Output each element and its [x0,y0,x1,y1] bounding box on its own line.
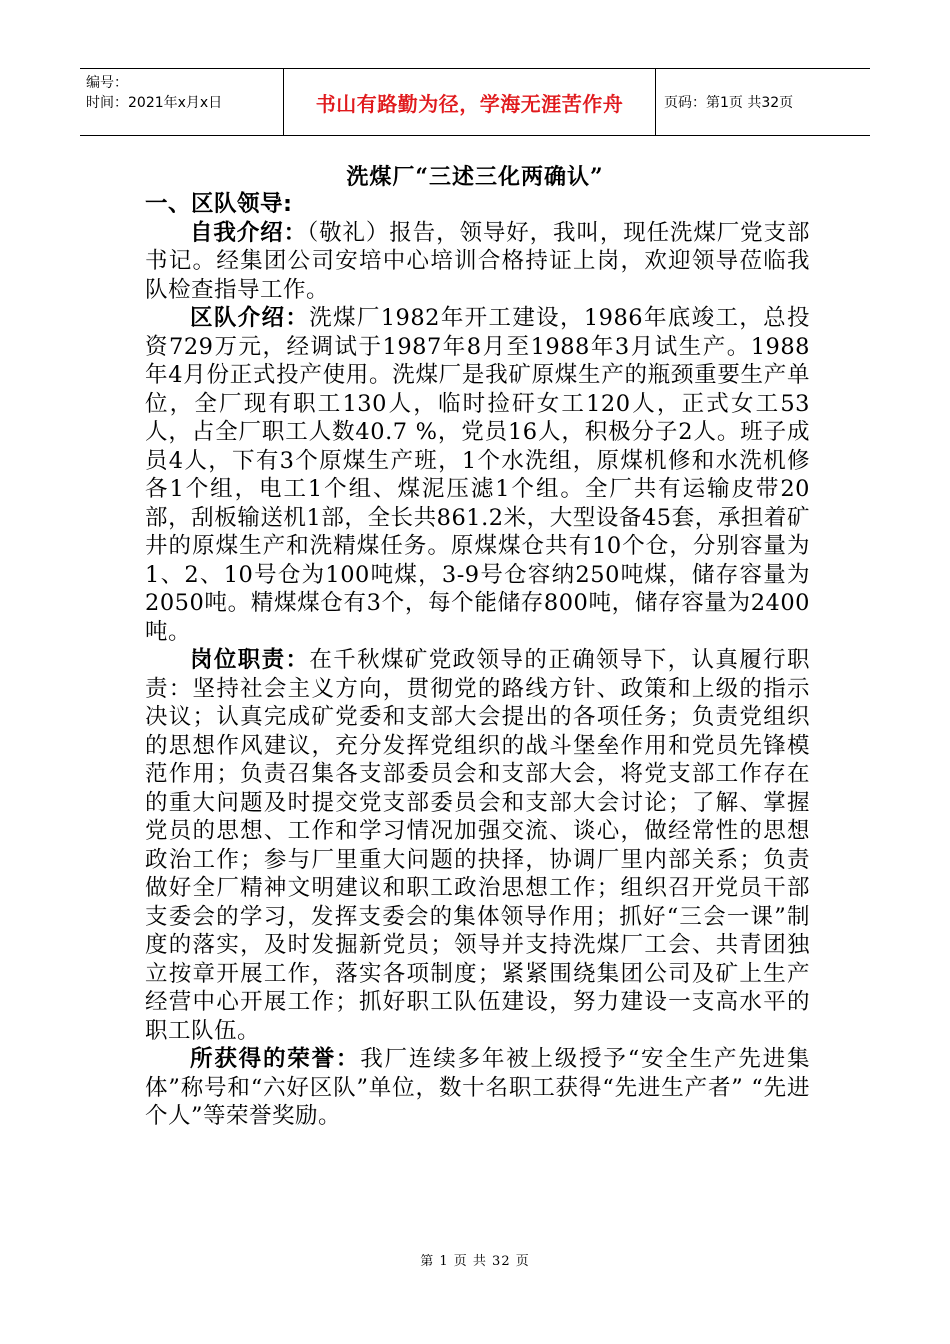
paragraph-text: 在千秋煤矿党政领导的正确领导下，认真履行职责：坚持社会主义方向，贯彻党的路线方针、政策和上级的指示决议；认真完成矿党委和支部大会提出的各项任务；负责党组织的思想作风建议，充分发挥党组织的战斗堡垒作用和党员先锋模范作用；负责召集各支部委员会和支部大会，将党支部工作存在的重大问题及时提交党支部委员会和支部大会讨论；了解、掌握党员的思想、工作和学习情况加强交流、谈心，做经常性的思想政治工作；参与厂里重大问题的抉择，协调厂里内部关系；负责做好全厂精神文明建议和职工政治思想工作；组织召开党员干部支委会的学习，发挥支委会的集体领导作用；抓好“三会一课”制度的落实，及时发掘新党员；领导并支持洗煤厂工会、共青团独立按章开展工作，落实各项制度；紧紧围绕集团公司及矿上生产经营中心开展工作；抓好职工队伍建设，努力建设一支高水平的职工队伍。 [145,647,810,1044]
page-header [80,68,870,136]
document-date-label: 时间：2021年x月x日 [86,95,223,111]
document-body [145,190,810,1131]
paragraph-lead: 岗位职责： [190,647,310,673]
paragraph-lead: 所获得的荣誉： [190,1046,361,1072]
paragraph-text: （敬礼）报告，领导好，我叫，现任洗煤厂党支部书记。经集团公司安培中心培训合格持证上岗，欢迎领导莅临我队检查指导工作。 [145,219,810,303]
document-title: 洗煤厂“三述三化两确认” [346,164,604,190]
page-footer: 第 1 页 共 32 页 [420,1254,530,1269]
header-page-number: 页码：第1页 共32页 [664,95,794,111]
paragraph-team-introduction [145,304,810,646]
paragraph-honors [145,1045,810,1131]
header-meta [80,69,284,135]
header-motto: 书山有路勤为径，学海无涯苦作舟 [284,69,656,135]
section-heading: 一、区队领导: [145,191,293,217]
paragraph-text: 我厂连续多年被上级授予“安全生产先进集体”称号和“六好区队”单位，数十名职工获得“先进生产者” “先进个人”等荣誉奖励。 [145,1046,810,1129]
paragraph-self-introduction [145,219,810,305]
document-number-label: 编号： [86,75,128,91]
paragraph-job-duties [145,646,810,1045]
paragraph-text: 洗煤厂1982年开工建设，1986年底竣工，总投资729万元，经调试于1987年8月至1988年3月试生产。1988年4月份正式投产使用。洗煤厂是我矿原煤生产的瓶颈重要生产单位，全厂现有职工130人，临时捡矸女工120人，正式女工53人，占全厂职工人数40.7 %，党员16人，积极分子2人。班子成员4人，下有3个原煤生产班，1个水洗组，原煤机修和水洗机修各1个组，电工1个组、煤泥压滤1个组。全厂共有运输皮带20部，刮板输送机1部，全长共861.2米，大型设备45套，承担着矿井的原煤生产和洗精煤任务。原煤煤仓共有10个仓，分别容量为1、2、10号仓为100吨煤，3-9号仓容纳250吨煤，储存容量为2050吨。精煤煤仓有3个，每个能储存800吨，储存容量为2400吨。 [145,305,810,645]
paragraph-lead: 区队介绍： [190,305,310,331]
paragraph-lead: 自我介绍： [190,219,307,246]
